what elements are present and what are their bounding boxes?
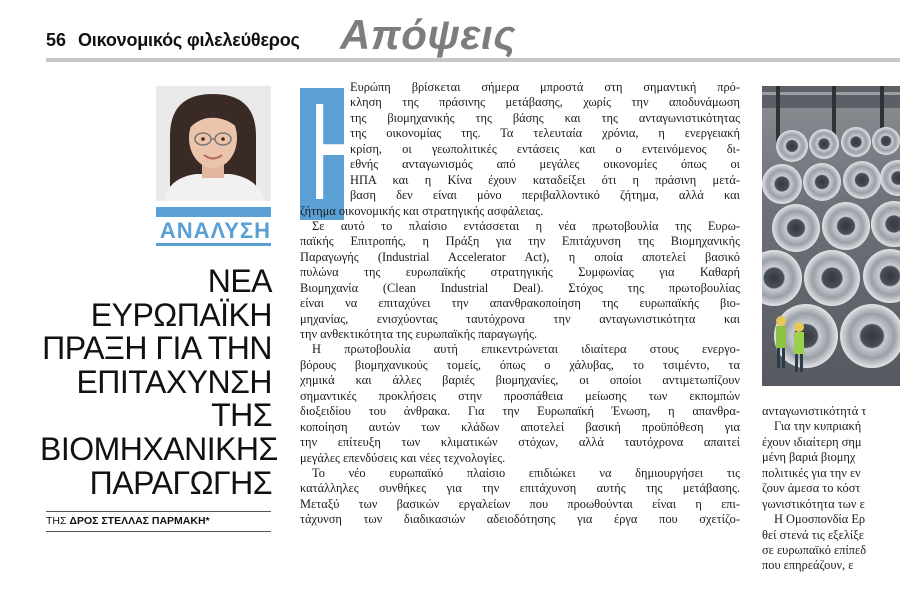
headline-line: ΤΗΣ (211, 397, 272, 434)
headline (40, 263, 278, 501)
headline-line: ΠΑΡΑΓΩΓΗΣ (89, 464, 272, 501)
column-line: έχουν ιδιαίτερη σημ (762, 434, 862, 449)
body-line: Η πρωτοβουλία αυτή επικεντρώνεται ιδιαίτερα στους ενεργο- (312, 342, 740, 357)
body-line: τάχυνση των διαδικασιών αδειοδότησης για έργα που σχετίζο- (300, 512, 740, 527)
byline-prefix: ΤΗΣ (46, 515, 67, 527)
column-line: σε ευρωπαϊκό επίπεδ (762, 542, 867, 557)
body-line: διοξειδίου του άνθρακα. Για την Ευρωπαϊκή Ένωση, η απανθρα- (300, 404, 740, 419)
body-line: κληση της πράσινης μετάβασης, χωρίς την αποδυνάμωση (350, 95, 740, 110)
body-line: κρίση, οι γεωπολιτικές εντάσεις και ο εντεινόμενος δι- (350, 141, 740, 156)
body-line: εθνής ανταγωνισμός από μεγάλες οικονομίες όπως οι (350, 157, 740, 172)
body-line: την ανθεκτικότητα της ευρωπαϊκής παραγωγής. (300, 327, 538, 341)
body-line: Το νέο ευρωπαϊκό πλαίσιο επιδιώκει να δημιουργήσει τις (312, 465, 740, 480)
body-line: μηχανίας, ενισχύοντας ταυτόχρονα την ανταγωνιστικότητα και (300, 311, 740, 326)
next-column (762, 404, 900, 574)
body-line: Μεταξύ των βασικών εργαλείων που προωθούνται είναι η επι- (300, 496, 740, 511)
body-line: ζήτημα οικονομικής και στρατηγικής ασφάλειας. (300, 203, 544, 218)
byline (46, 515, 271, 527)
column-line: που επηρεάζουν, ε (762, 558, 854, 573)
body-line: την επίτευξη των κλιματικών στόχων, αλλά ταυτόχρονα απαιτεί (300, 435, 740, 450)
headline-line: ΕΥΡΩΠΑΪΚΗ (90, 296, 272, 333)
column-line: ζουν άμεσα το κόστ (762, 481, 861, 496)
headline-line: ΝΕΑ (207, 263, 272, 299)
column-line: πολιτικές για την εν (762, 465, 861, 480)
column-line: γωνιστικότητα των ε (762, 496, 865, 511)
body-line: είναι να επιταχύνει την απανθρακοποίηση της ευρωπαϊκής βιο- (300, 296, 740, 311)
byline-rule-bottom (46, 531, 271, 532)
body-line: Βιομηχανία (Clean Industrial Deal). Στόχος της πρωτοβουλίας (300, 280, 740, 295)
label-accent-bar (156, 207, 271, 217)
drop-cap-letter: Η (309, 75, 365, 229)
body-line: σημαντικές προκλήσεις στην προσπάθεια μείωσης των εκπομπών (300, 388, 740, 403)
body-line: μεγάλες επενδύσεις και νέες τεχνολογίες. (300, 450, 506, 465)
headline-line: ΠΡΑΞΗ ΓΙΑ ΤΗΝ (42, 330, 272, 367)
body-line: Σε αυτό το πλαίσιο εντάσσεται η νέα πρωτοβουλία της Ευρω- (312, 218, 740, 233)
section-label: ΑΝΑΛΥΣΗ (156, 219, 271, 246)
headline-line: ΒΙΟΜΗΧΑΝΙΚΗΣ (40, 430, 278, 467)
steel-coils-photo (762, 86, 900, 386)
body-line: παϊκής Επιτροπής, η Πράξη για την Επιτάχυνση της Βιομηχανικής (300, 234, 740, 249)
publication-name: Οικονομικός φιλελεύθερος (78, 30, 300, 50)
body-line: της οικονομίας της. Τα τελευταία χρόνια, η ενεργειακή (350, 126, 740, 141)
column-line: Για την κυπριακή (774, 419, 862, 434)
body-line: της βιομηχανικής της βάσης και της ανταγωνιστικότητας (350, 110, 740, 125)
body-line: βόρους βιομηχανικούς τομείς, όπως ο χάλυβας, το τσιμέντο, τα (300, 357, 740, 372)
column-line: Η Ομοσπονδία Ερ (774, 512, 866, 527)
column-line: ανταγωνιστικότητά τ (762, 404, 867, 418)
body-line: βαση δεν είναι μόνο περιβαλλοντικό ζήτημα, αλλά και (350, 188, 740, 203)
body-line: ΗΠΑ και η Κίνα έχουν καταδείξει ότι η πράσινη μετά- (350, 172, 740, 187)
column-line: θεί στενά τις εξελίξε (762, 527, 864, 542)
byline-rule (46, 511, 271, 512)
page-number: 56 (46, 30, 67, 50)
column-line: μένη βαριά βιομηχ (762, 450, 856, 465)
body-line: πυλώνα της ευρωπαϊκής στρατηγικής Συμφωνίας για Καθαρή (300, 265, 740, 280)
body-line: χημικά και άλλες βαριές βιομηχανίες, οι οποίοι αντιμετωπίζουν (300, 373, 740, 388)
header-rule (46, 58, 900, 62)
article-body (300, 75, 740, 528)
author-photo (156, 86, 271, 201)
section-title: Απόψεις (336, 14, 522, 56)
body-line: Ευρώπη βρίσκεται σήμερα μπροστά στη σημαντική πρό- (350, 80, 740, 94)
byline-author: ΔΡΟΣ ΣΤΕΛΛΑΣ ΠΑΡΜΑΚΗ* (69, 515, 210, 527)
body-line: Παραγωγής (Industrial Accelerator Act), η οποία αποτελεί βασικό (300, 249, 740, 264)
headline-line: ΕΠΙΤΑΧΥΝΣΗ (76, 363, 272, 400)
body-line: κοποίηση αυτών των κλάδων αποτελεί βασική προϋπόθεση για (300, 419, 740, 434)
body-line: κατάλληλες συνθήκες για την επιτάχυνση αυτής της μετάβασης. (300, 481, 740, 496)
